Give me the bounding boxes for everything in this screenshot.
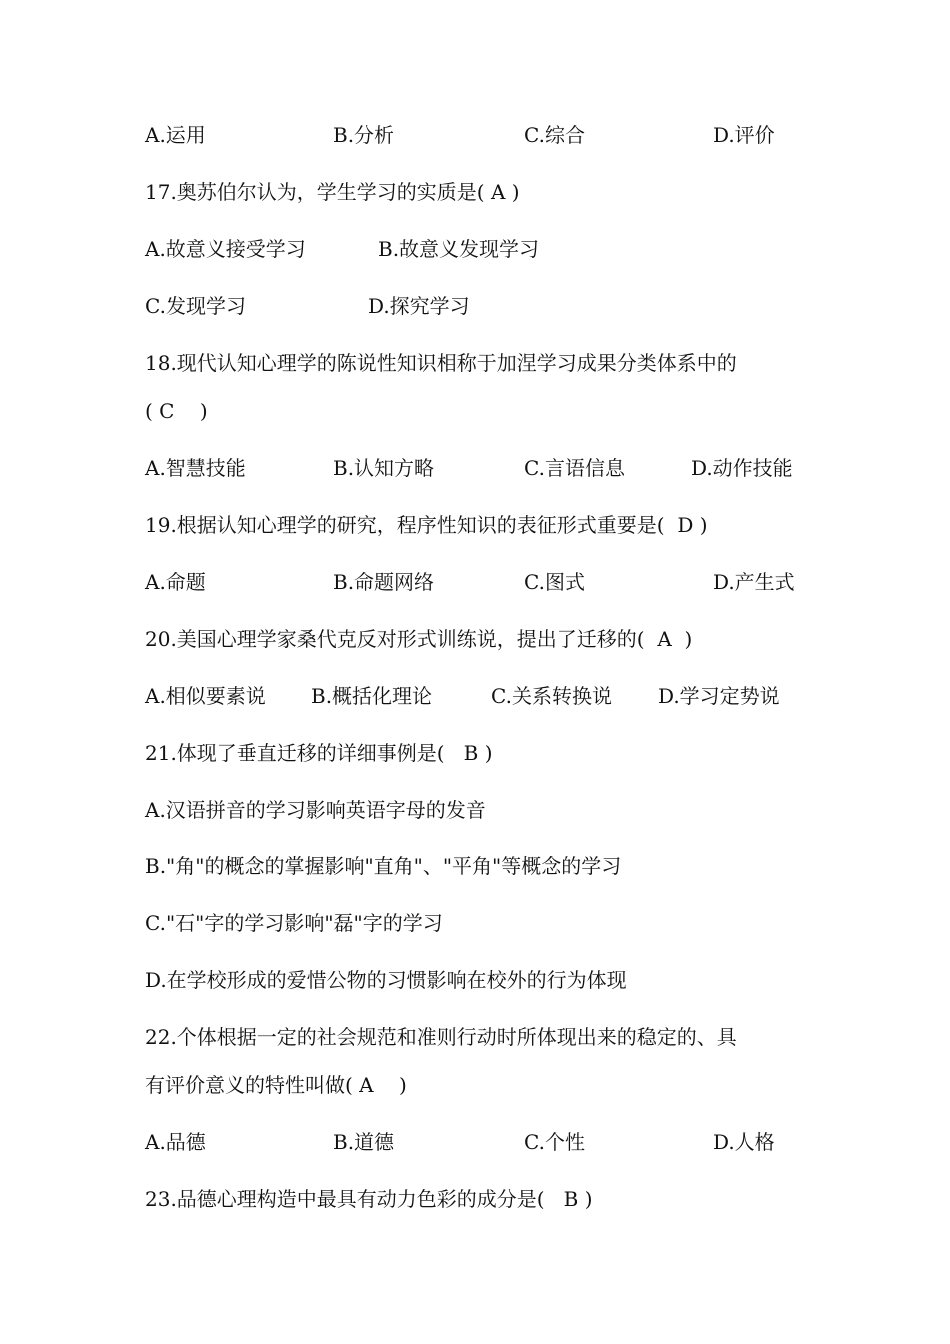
q16-option-b: B.分析	[333, 123, 395, 147]
q18-option-a: A.智慧技能	[145, 456, 246, 480]
question-20-stem: 20.美国心理学家桑代克反对形式训练说，提出了迁移的( A )	[145, 627, 693, 651]
q21-option-a: A.汉语拼音的学习影响英语字母的发音	[145, 798, 486, 822]
q21-option-c: C."石"字的学习影响"磊"字的学习	[145, 911, 443, 935]
q17-option-c: C.发现学习	[145, 294, 246, 318]
q16-option-a: A.运用	[145, 123, 206, 147]
question-18-stem-line2: ( C )	[145, 399, 208, 423]
q19-option-b: B.命题网络	[333, 570, 435, 594]
q22-option-b: B.道德	[333, 1130, 395, 1154]
q16-option-d: D.评价	[713, 123, 775, 147]
q19-option-d: D.产生式	[713, 570, 795, 594]
question-23-stem: 23.品德心理构造中最具有动力色彩的成分是( B )	[145, 1187, 593, 1211]
q18-option-c: C.言语信息	[524, 456, 625, 480]
question-19-stem: 19.根据认知心理学的研究，程序性知识的表征形式重要是( D )	[145, 513, 708, 537]
q17-option-d: D.探究学习	[368, 294, 470, 318]
q18-option-d: D.动作技能	[691, 456, 793, 480]
q22-option-c: C.个性	[524, 1130, 585, 1154]
question-22-stem-line2: 有评价意义的特性叫做( A )	[145, 1073, 407, 1097]
q17-option-b: B.故意义发现学习	[378, 237, 540, 261]
q19-option-a: A.命题	[145, 570, 206, 594]
question-18-stem-line1: 18.现代认知心理学的陈说性知识相称于加涅学习成果分类体系中的	[145, 351, 737, 375]
q22-option-a: A.品德	[145, 1130, 206, 1154]
q16-option-c: C.综合	[524, 123, 585, 147]
question-17-stem: 17.奥苏伯尔认为，学生学习的实质是( A )	[145, 180, 520, 204]
q22-option-d: D.人格	[713, 1130, 775, 1154]
q19-option-c: C.图式	[524, 570, 585, 594]
q17-option-a: A.故意义接受学习	[145, 237, 306, 261]
q21-option-d: D.在学校形成的爱惜公物的习惯影响在校外的行为体现	[145, 968, 627, 992]
question-21-stem: 21.体现了垂直迁移的详细事例是( B )	[145, 741, 493, 765]
q18-option-b: B.认知方略	[333, 456, 435, 480]
q20-option-c: C.关系转换说	[491, 684, 612, 708]
q20-option-b: B.概括化理论	[311, 684, 433, 708]
q20-option-d: D.学习定势说	[658, 684, 780, 708]
question-22-stem-line1: 22.个体根据一定的社会规范和准则行动时所体现出来的稳定的、具	[145, 1025, 737, 1049]
q21-option-b: B."角"的概念的掌握影响"直角"、"平角"等概念的学习	[145, 854, 622, 878]
q20-option-a: A.相似要素说	[145, 684, 266, 708]
